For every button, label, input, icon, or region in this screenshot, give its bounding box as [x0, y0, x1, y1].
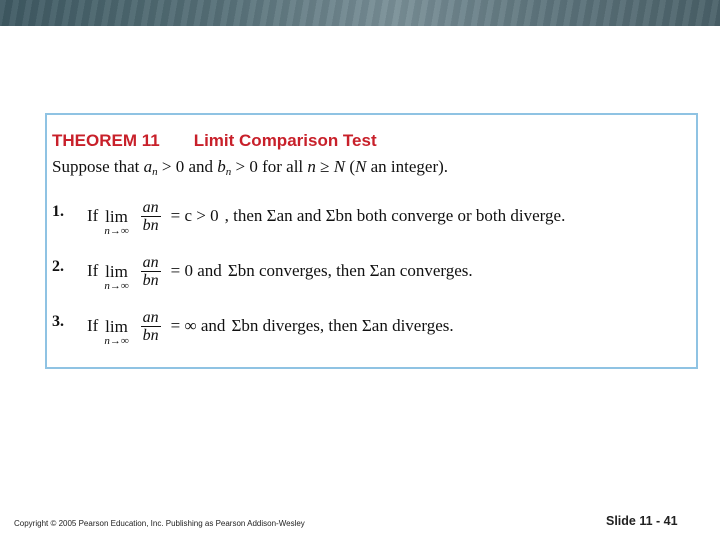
statement-text: ≥: [315, 157, 334, 176]
statement-sub: n: [225, 166, 232, 178]
fraction-denominator: bn: [142, 271, 159, 289]
copyright-notice: Copyright © 2005 Pearson Education, Inc. Publishing as Pearson Addison-Wesley: [14, 519, 305, 528]
statement-n: n: [307, 157, 316, 176]
statement-text: an integer).: [366, 157, 449, 176]
lim-subscript: n→∞: [104, 334, 129, 347]
statement-N: N: [355, 157, 367, 176]
theorem-title: Limit Comparison Test: [193, 131, 377, 150]
statement-N: N: [333, 157, 346, 176]
item-relation: = c > 0: [170, 206, 219, 225]
statement-sub: n: [152, 166, 158, 178]
fraction-denominator: bn: [142, 216, 159, 234]
ratio-fraction: [141, 199, 161, 234]
item-if: If: [87, 261, 99, 280]
slide-number: Slide 11 - 41: [606, 514, 678, 528]
item-marker: 2.: [52, 258, 64, 275]
statement-text: > 0 for all: [231, 157, 308, 176]
fraction-numerator: an: [142, 198, 159, 216]
statement-b: b: [217, 157, 226, 176]
lim-word: lim: [105, 316, 128, 336]
theorem-heading: [52, 131, 377, 151]
ratio-fraction: [141, 309, 161, 344]
lim-word: lim: [105, 261, 128, 281]
limit-expression: [104, 318, 128, 347]
statement-a: a: [143, 157, 153, 176]
item-relation: = ∞ and: [170, 316, 226, 335]
limit-expression: [104, 263, 128, 292]
item-conclusion: , then Σan and Σbn both converge or both diverge.: [224, 206, 566, 225]
header-banner: [0, 0, 720, 26]
item-conclusion: Σbn converges, then Σan converges.: [227, 261, 473, 280]
item-marker: 1.: [52, 203, 64, 220]
ratio-fraction: [141, 254, 161, 289]
fraction-denominator: bn: [142, 326, 159, 344]
fraction-numerator: an: [142, 253, 159, 271]
lim-word: lim: [105, 206, 128, 226]
item-if: If: [87, 316, 99, 335]
item-if: If: [87, 206, 99, 225]
limit-expression: [104, 208, 128, 237]
item-marker: 3.: [52, 313, 64, 330]
item-conclusion: Σbn diverges, then Σan diverges.: [231, 316, 454, 335]
item-relation: = 0 and: [170, 261, 222, 280]
fraction-numerator: an: [142, 308, 159, 326]
statement-text: Suppose that: [52, 157, 144, 176]
theorem-label: THEOREM 11: [52, 131, 160, 150]
lim-subscript: n→∞: [104, 279, 129, 292]
statement-text: > 0 and: [157, 157, 218, 176]
lim-subscript: n→∞: [104, 224, 129, 237]
theorem-statement: [52, 157, 448, 178]
statement-text: (: [345, 157, 356, 176]
